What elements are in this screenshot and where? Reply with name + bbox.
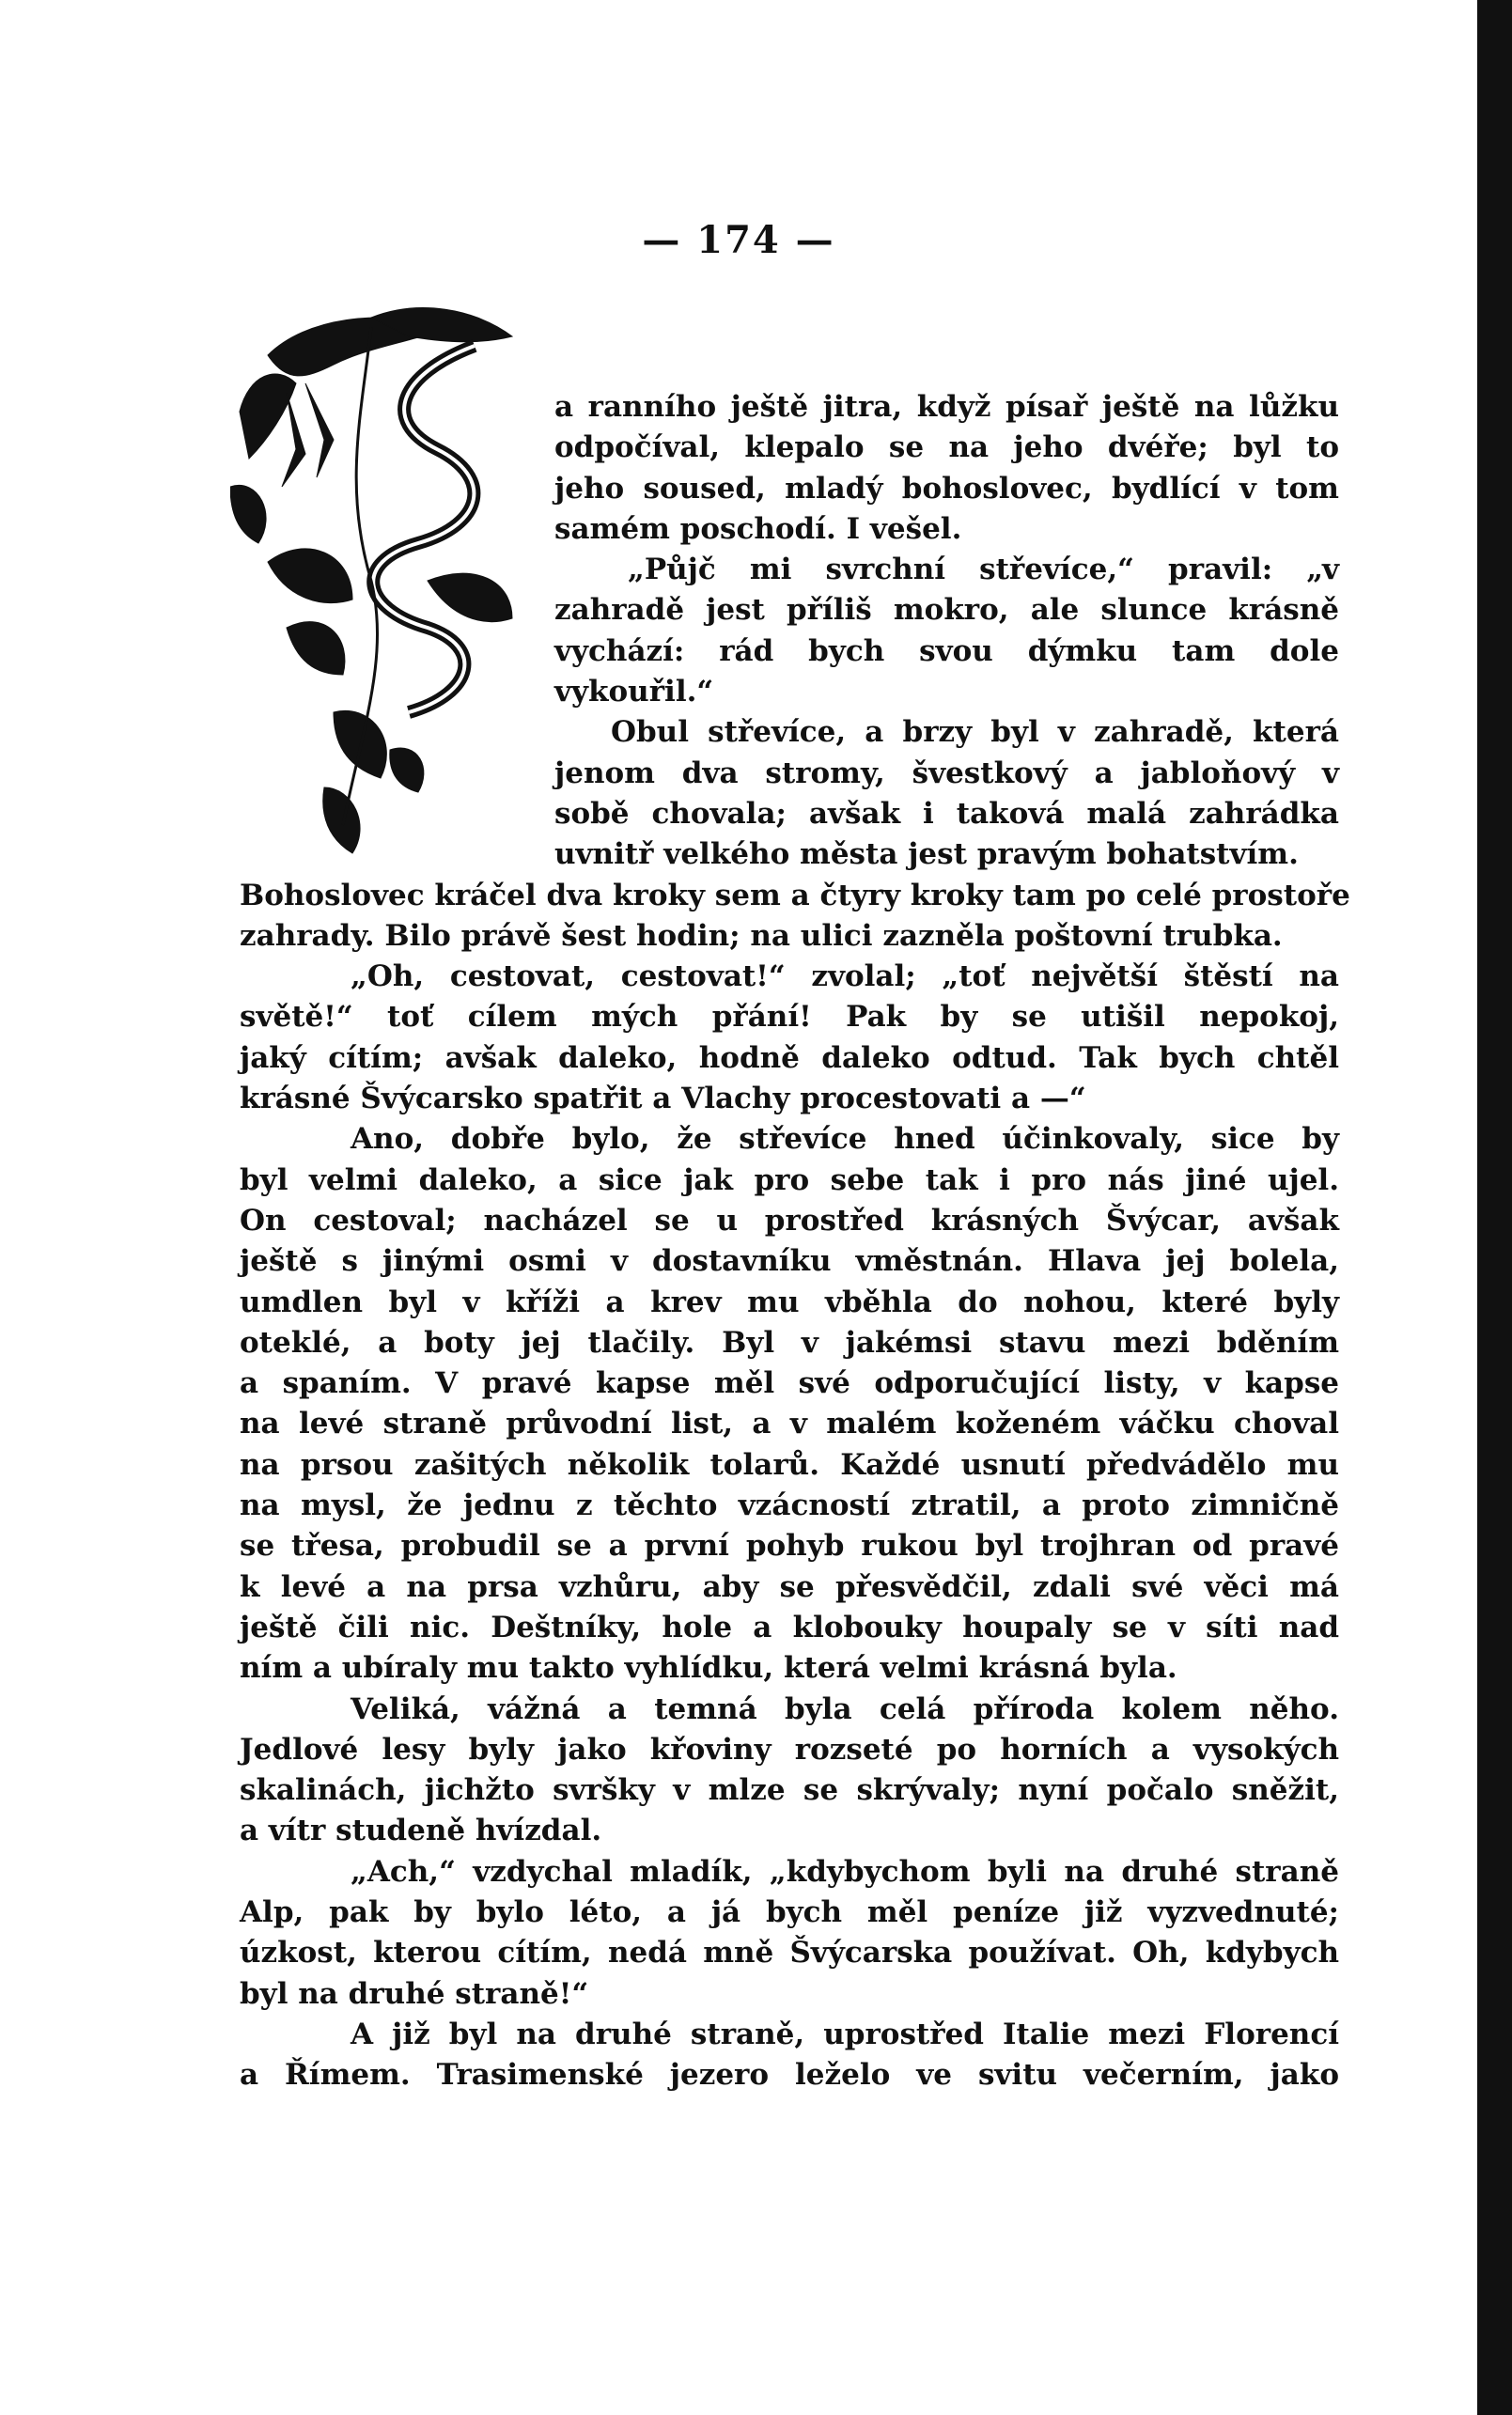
text-line: skalinách, jichžto svršky v mlze se skrývaly; nyní počalo sněžit, xyxy=(240,1773,1339,1808)
text-line: na levé straně průvodní list, a v malém koženém váčku choval xyxy=(240,1407,1339,1441)
text-line: Obul střevíce, a brzy byl v zahradě, která xyxy=(611,715,1339,750)
text-line: jaký cítím; avšak daleko, hodně daleko odtud. Tak bych chtěl xyxy=(240,1040,1339,1075)
text-line: zahradě jest příliš mokro, ale slunce krásně xyxy=(554,593,1339,628)
text-line: samém poschodí. I vešel. xyxy=(554,511,962,546)
text-line: úzkost, kterou cítím, nedá mně Švýcarska používat. Oh, kdybych xyxy=(240,1936,1339,1971)
text-line: uvnitř velkého města jest pravým bohatstvím. xyxy=(554,837,1299,872)
text-line: odpočíval, klepalo se na jeho dvéře; byl to xyxy=(554,430,1339,465)
text-line: k levé a na prsa vzhůru, aby se přesvědčil, zdali své věci má xyxy=(240,1569,1339,1604)
text-line: a ranního ještě jitra, když písař ještě na lůžku xyxy=(554,390,1339,424)
text-line: Veliká, vážná a temná byla celá příroda kolem něho. xyxy=(351,1691,1339,1726)
text-line: Ano, dobře bylo, že střevíce hned účinkovaly, sice by xyxy=(351,1122,1339,1157)
text-line: vykouřil.“ xyxy=(554,675,714,709)
text-line: ještě s jinými osmi v dostavníku vměstnán. Hlava jej bolela, xyxy=(240,1244,1339,1279)
text-line: a Římem. Trasimenské jezero leželo ve svitu večerním, jako xyxy=(240,2058,1339,2093)
text-line: světě!“ toť cílem mých přání! Pak by se utišil nepokoj, xyxy=(240,1000,1339,1035)
text-line: zahrady. Bilo právě šest hodin; na ulici zazněla poštovní trubka. xyxy=(240,918,1283,953)
text-line: „Ach,“ vzdychal mladík, „kdybychom byli na druhé straně xyxy=(351,1854,1339,1889)
text-line: na mysl, že jednu z těchto vzácností ztratil, a proto zimničně xyxy=(240,1488,1339,1523)
text-line: On cestoval; nacházel se u prostřed krásných Švýcar, avšak xyxy=(240,1203,1339,1238)
text-line: jeho soused, mladý bohoslovec, bydlící v tom xyxy=(554,471,1339,506)
page-number: — 174 — xyxy=(642,218,835,262)
text-line: umdlen byl v kříži a krev mu vběhla do nohou, které byly xyxy=(240,1285,1339,1319)
text-line: A již byl na druhé straně, uprostřed Italie mezi Florencí xyxy=(351,2017,1339,2051)
body-text xyxy=(240,387,1350,2096)
text-line: a vítr studeně hvízdal. xyxy=(240,1814,602,1848)
text-line: Bohoslovec kráčel dva kroky sem a čtyry kroky tam po celé prostoře xyxy=(240,878,1350,912)
text-line: Jedlové lesy byly jako křoviny rozseté po horních a vysokých xyxy=(240,1732,1339,1767)
text-line: krásné Švýcarsko spatřit a Vlachy procestovati a —“ xyxy=(240,1082,1086,1116)
text-line: „Půjč mi svrchní střevíce,“ pravil: „v xyxy=(628,553,1339,587)
text-line: se třesa, probudil se a první pohyb rukou byl trojhran od pravé xyxy=(240,1529,1339,1564)
text-line: byl na druhé straně!“ xyxy=(240,1976,589,2011)
text-line: byl velmi daleko, a sice jak pro sebe tak i pro nás jiné ujel. xyxy=(240,1162,1339,1197)
text-line: a spaním. V pravé kapse měl své odporučující listy, v kapse xyxy=(240,1366,1339,1401)
text-line: jenom dva stromy, švestkový a jabloňový v xyxy=(554,756,1339,790)
text-line: vychází: rád bych svou dýmku tam dole xyxy=(554,633,1339,668)
text-line: oteklé, a boty jej tlačily. Byl v jakémsi stavu mezi bděním xyxy=(240,1325,1339,1360)
text-line: „Oh, cestovat, cestovat!“ zvolal; „toť největší štěstí na xyxy=(351,959,1339,994)
text-line: ním a ubíraly mu takto vyhlídku, která velmi krásná byla. xyxy=(240,1651,1177,1686)
text-line: ještě čili nic. Deštníky, hole a klobouky houpaly se v síti nad xyxy=(240,1610,1339,1644)
page-edge-shadow xyxy=(1477,0,1512,2415)
text-line: sobě chovala; avšak i taková malá zahrádka xyxy=(554,796,1339,831)
text-line: na prsou zašitých několik tolarů. Každé usnutí předvádělo mu xyxy=(240,1447,1339,1482)
text-line: Alp, pak by bylo léto, a já bych měl peníze již vyzvednuté; xyxy=(240,1894,1339,1929)
